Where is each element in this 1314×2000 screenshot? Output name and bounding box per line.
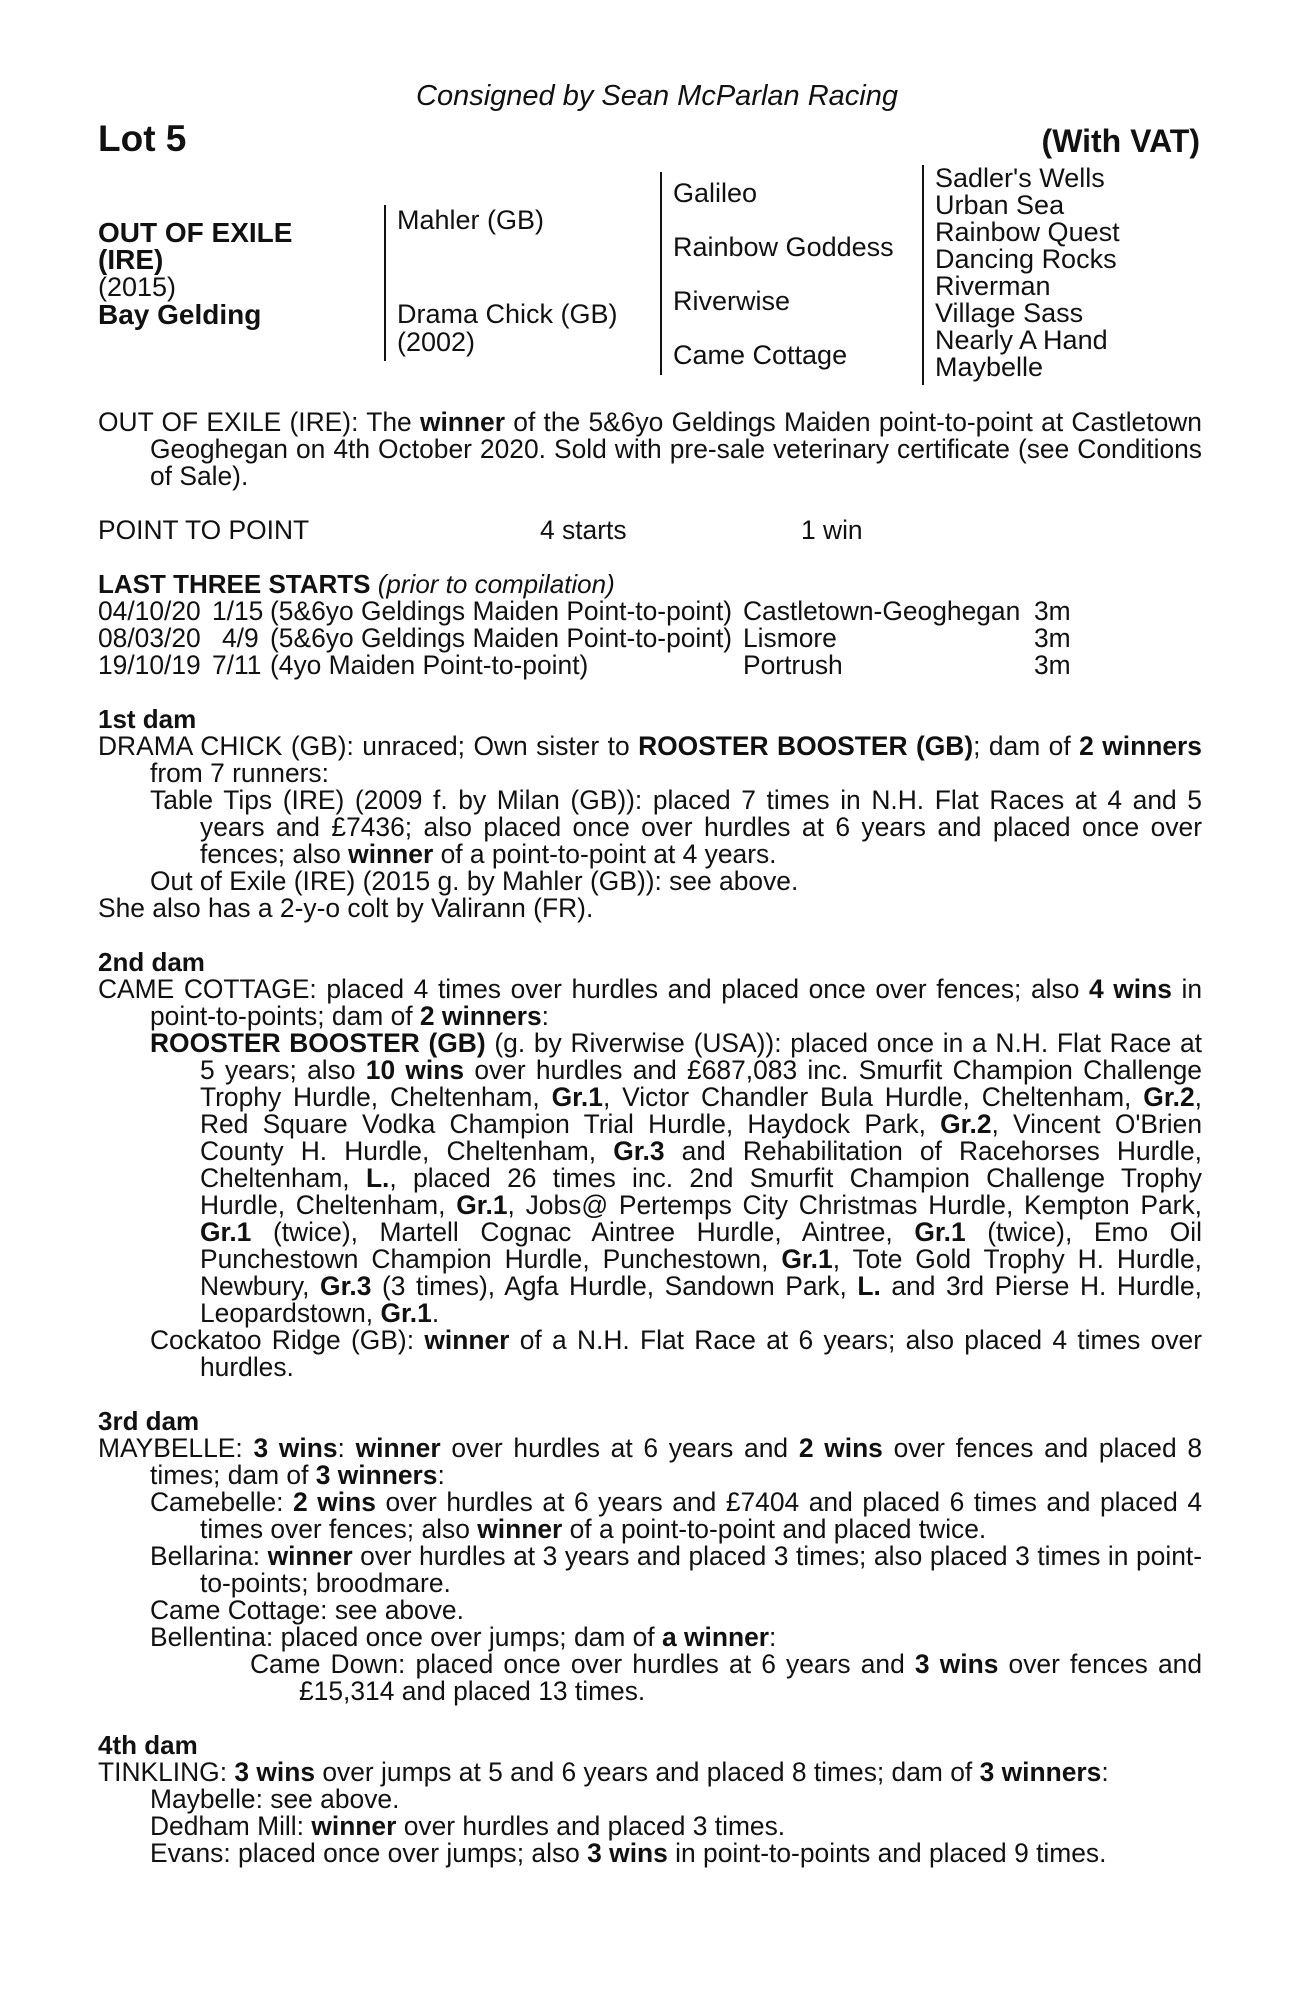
pedigree-gen2: Galileo: [673, 178, 758, 208]
produce-entry: Came Down: placed once over hurdles at 6 years and 3 wins over fences and £15,314 and placed 13 times.: [250, 1649, 1202, 1706]
produce-entry: Cockatoo Ridge (GB): winner of a N.H. Flat Race at 6 years; also placed 4 times over hurdles.: [150, 1325, 1202, 1382]
fourth-dam-paragraph: TINKLING: 3 wins over jumps at 5 and 6 years and placed 8 times; dam of 3 winners:: [98, 1757, 1109, 1787]
consignor-line: Consigned by Sean McParlan Racing: [416, 80, 898, 112]
pedigree-line-2: [660, 172, 662, 375]
fourth-dam-heading: 4th dam: [98, 1730, 198, 1760]
horse-year: (2015): [98, 272, 177, 302]
pedigree-gen3: Sadler's Wells: [935, 163, 1105, 193]
produce-entry: Camebelle: 2 wins over hurdles at 6 years and £7404 and placed 6 times and placed 4 times over fences; also winner of a point-to-point and placed twice.: [150, 1487, 1202, 1544]
record-starts: 4 starts: [540, 515, 627, 545]
dam: Drama Chick (GB): [397, 299, 618, 329]
last-start-row: 04/10/20 1/15 (5&6yo Geldings Maiden Point-to-point) Castletown-Geoghegan 3m: [98, 596, 1071, 626]
record-wins: 1 win: [801, 515, 863, 545]
pedigree-line-3: [922, 165, 924, 385]
pedigree-gen2: Rainbow Goddess: [673, 232, 894, 262]
produce-entry: Evans: placed once over jumps; also 3 wins in point-to-points and placed 9 times.: [150, 1838, 1107, 1868]
last-starts-heading: LAST THREE STARTS (prior to compilation): [98, 569, 615, 599]
first-dam-heading: 1st dam: [98, 704, 197, 734]
pedigree-gen2: Came Cottage: [673, 340, 848, 370]
horse-name: OUT OF EXILE: [98, 217, 293, 248]
lot-number: Lot 5: [98, 118, 187, 159]
pedigree-gen3: Village Sass: [935, 298, 1084, 328]
produce-entry: Bellentina: placed once over jumps; dam of a winner:: [150, 1622, 777, 1652]
produce-entry: Table Tips (IRE) (2009 f. by Milan (GB)): placed 7 times in N.H. Flat Races at 4 and 5 years and £7436; also placed once over hurdles at 6 years and placed once over fences; also winner of a point-to-point at 4 years.: [150, 785, 1202, 869]
produce-entry: Bellarina: winner over hurdles at 3 years and placed 3 times; also placed 3 times in point-to-points; broodmare.: [150, 1541, 1203, 1598]
horse-country: (IRE): [98, 244, 164, 275]
horse-description: Bay Gelding: [98, 299, 262, 330]
record-label: POINT TO POINT: [98, 515, 310, 545]
produce-entry: ROOSTER BOOSTER (GB) (g. by Riverwise (USA)): placed once in a N.H. Flat Race at 5 years; also 10 wins over hurdles and £687,083 inc. Smurfit Champion Challenge Trophy Hurdle, Cheltenham, Gr.1, Victor Chandler Bula Hurdle, Cheltenham, Gr.2, Red Square Vodka Champion Trial Hurdle, Haydock Park, Gr.2, Vincent O'Brien County H. Hurdle, Cheltenham, Gr.3 and Rehabilitation of Racehorses Hurdle, Cheltenham, L., placed 26 times inc. 2nd Smurfit Champion Challenge Trophy Hurdle, Cheltenham, Gr.1, Jobs@ Pertemps City Christmas Hurdle, Kempton Park, Gr.1 (twice), Martell Cognac Aintree Hurdle, Aintree, Gr.1 (twice), Emo Oil Punchestown Champion Hurdle, Punchestown, Gr.1, Tote Gold Trophy H. Hurdle, Newbury, Gr.3 (3 times), Agfa Hurdle, Sandown Park, L. and 3rd Pierse H. Hurdle, Leopardstown, Gr.1.: [150, 1028, 1203, 1328]
racing-record: [98, 517, 1202, 544]
third-dam-heading: 3rd dam: [98, 1406, 200, 1436]
last-start-row: 08/03/20 4/9 (5&6yo Geldings Maiden Point-to-point) Lismore 3m: [98, 623, 1071, 653]
pedigree-gen3: Nearly A Hand: [935, 325, 1108, 355]
produce-entry: Maybelle: see above.: [150, 1784, 400, 1814]
pedigree-gen3: Urban Sea: [935, 190, 1065, 220]
catalogue-body: [98, 409, 1202, 1867]
third-dam-paragraph: MAYBELLE: 3 wins: winner over hurdles at 6 years and 2 wins over fences and placed 8 times; dam of 3 winners:: [98, 1433, 1203, 1490]
sire: Mahler (GB): [397, 205, 545, 235]
pedigree-gen2: Riverwise: [673, 286, 791, 316]
pedigree-gen3: Dancing Rocks: [935, 244, 1117, 274]
produce-entry: Came Cottage: see above.: [150, 1595, 464, 1625]
last-start-row: 19/10/19 7/11 (4yo Maiden Point-to-point) Portrush 3m: [98, 650, 1071, 680]
produce-entry: Dedham Mill: winner over hurdles and placed 3 times.: [150, 1811, 786, 1841]
intro-paragraph: OUT OF EXILE (IRE): The winner of the 5&6yo Geldings Maiden point-to-point at Castletown Geoghegan on 4th October 2020. Sold with pre-sale veterinary certificate (see Conditions of Sale).: [98, 407, 1202, 491]
pedigree-gen3: Riverman: [935, 271, 1051, 301]
pedigree-gen3: Rainbow Quest: [935, 217, 1120, 247]
first-dam-paragraph: DRAMA CHICK (GB): unraced; Own sister to ROOSTER BOOSTER (GB); dam of 2 winners from 7 runners:: [98, 731, 1202, 788]
pedigree-line-1: [384, 205, 386, 361]
produce-entry: Out of Exile (IRE) (2015 g. by Mahler (GB)): see above.: [150, 866, 799, 896]
second-dam-heading: 2nd dam: [98, 947, 205, 977]
second-dam-paragraph: CAME COTTAGE: placed 4 times over hurdles and placed once over fences; also 4 wins in point-to-points; dam of 2 winners:: [98, 974, 1203, 1031]
pedigree-gen3: Maybelle: [935, 352, 1044, 382]
produce-note: She also has a 2-y-o colt by Valirann (FR).: [98, 893, 594, 923]
dam-year: (2002): [397, 327, 476, 357]
vat-status: (With VAT): [1041, 123, 1200, 159]
